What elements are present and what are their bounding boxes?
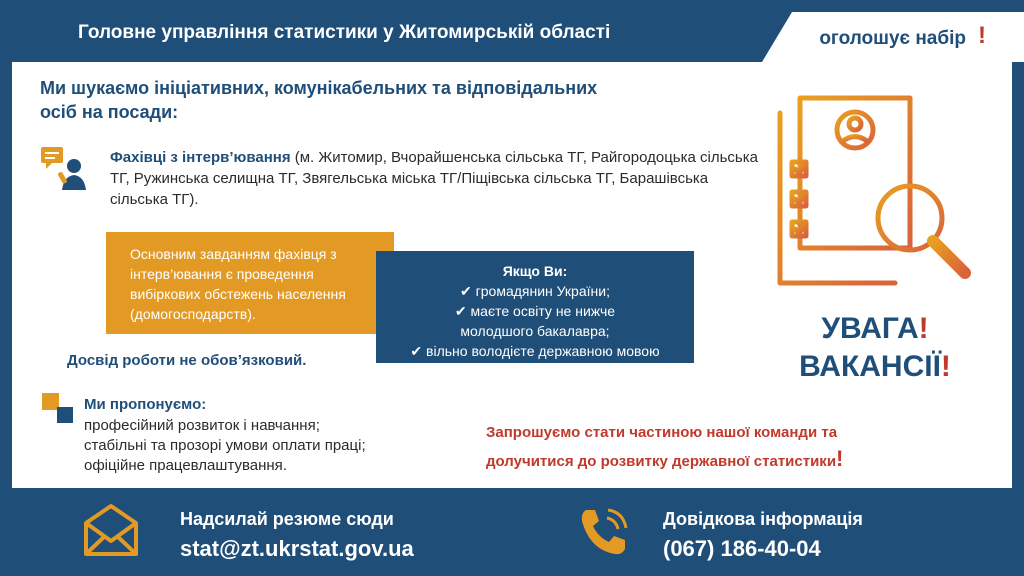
invitation-line-2: долучитися до розвитку державної статистики bbox=[486, 453, 837, 470]
requirement-item: ✔ маєте освіту не нижче bbox=[380, 301, 690, 321]
offer-item: професійний розвиток і навчання; bbox=[84, 417, 320, 434]
requirements-list bbox=[380, 261, 690, 361]
invitation-exclamation: ! bbox=[836, 446, 844, 471]
invitation-line-1: Запрошуємо стати частиною нашої команди та bbox=[486, 424, 838, 441]
requirement-item: ✔ громадянин України; bbox=[380, 281, 690, 301]
badge-exclamation-1: ! bbox=[918, 312, 929, 345]
offer-item: офіційне працевлаштування. bbox=[84, 457, 287, 474]
announce-exclamation: ! bbox=[978, 22, 986, 49]
intro-line-1: Ми шукаємо ініціативних, комунікабельних та відповідальних bbox=[40, 78, 598, 98]
intro-heading bbox=[40, 76, 680, 124]
document-magnifier-icon bbox=[770, 88, 980, 308]
requirement-item-continued: молодшого бакалавра; bbox=[460, 323, 610, 339]
send-resume-label: Надсилай резюме сюди bbox=[180, 509, 394, 529]
offer-item: стабільні та прозорі умови оплати праці; bbox=[84, 437, 366, 454]
header-title: Головне управління статистики у Житомирській області bbox=[78, 22, 611, 43]
position-title: Фахівці з інтерв’ювання bbox=[110, 149, 291, 166]
requirements-title: Якщо Ви: bbox=[502, 263, 568, 279]
position-description bbox=[110, 147, 760, 210]
announce-text: оголошує набір bbox=[819, 28, 966, 49]
offer-list bbox=[84, 416, 366, 476]
intro-line-2: осіб на посади: bbox=[40, 102, 179, 122]
invitation-text bbox=[486, 420, 906, 475]
offer-title: Ми пропонуємо: bbox=[84, 396, 207, 413]
requirement-item: ✔ вільно володієте державною мовою bbox=[380, 341, 690, 361]
envelope-icon bbox=[82, 503, 140, 557]
info-label: Довідкова інформація bbox=[663, 509, 863, 529]
offer-bullet-navy bbox=[57, 407, 73, 423]
position-locations: (м. Житомир, Вчорайшенська сільська ТГ, Райгородоцька сільська ТГ, Ружинська селищна ТГ, Звягельська міська ТГ/Піщівська сільська ТГ, Барашівська сільська ТГ). bbox=[110, 149, 758, 208]
experience-note: Досвід роботи не обов’язковий. bbox=[67, 352, 307, 369]
contact-phone[interactable]: (067) 186-40-04 bbox=[663, 536, 821, 561]
vacancy-badge bbox=[790, 310, 960, 386]
phone-icon bbox=[578, 506, 630, 558]
badge-exclamation-2: ! bbox=[940, 350, 951, 383]
badge-line-1: УВАГА bbox=[821, 312, 919, 345]
task-text: Основним завданням фахівця з інтерв’ювання є проведення вибіркових обстежень населення (домогосподарств). bbox=[130, 246, 346, 322]
badge-line-2: ВАКАНСІЇ bbox=[799, 350, 941, 383]
chat-person-icon bbox=[40, 146, 88, 192]
contact-email[interactable]: stat@zt.ukrstat.gov.ua bbox=[180, 536, 414, 561]
